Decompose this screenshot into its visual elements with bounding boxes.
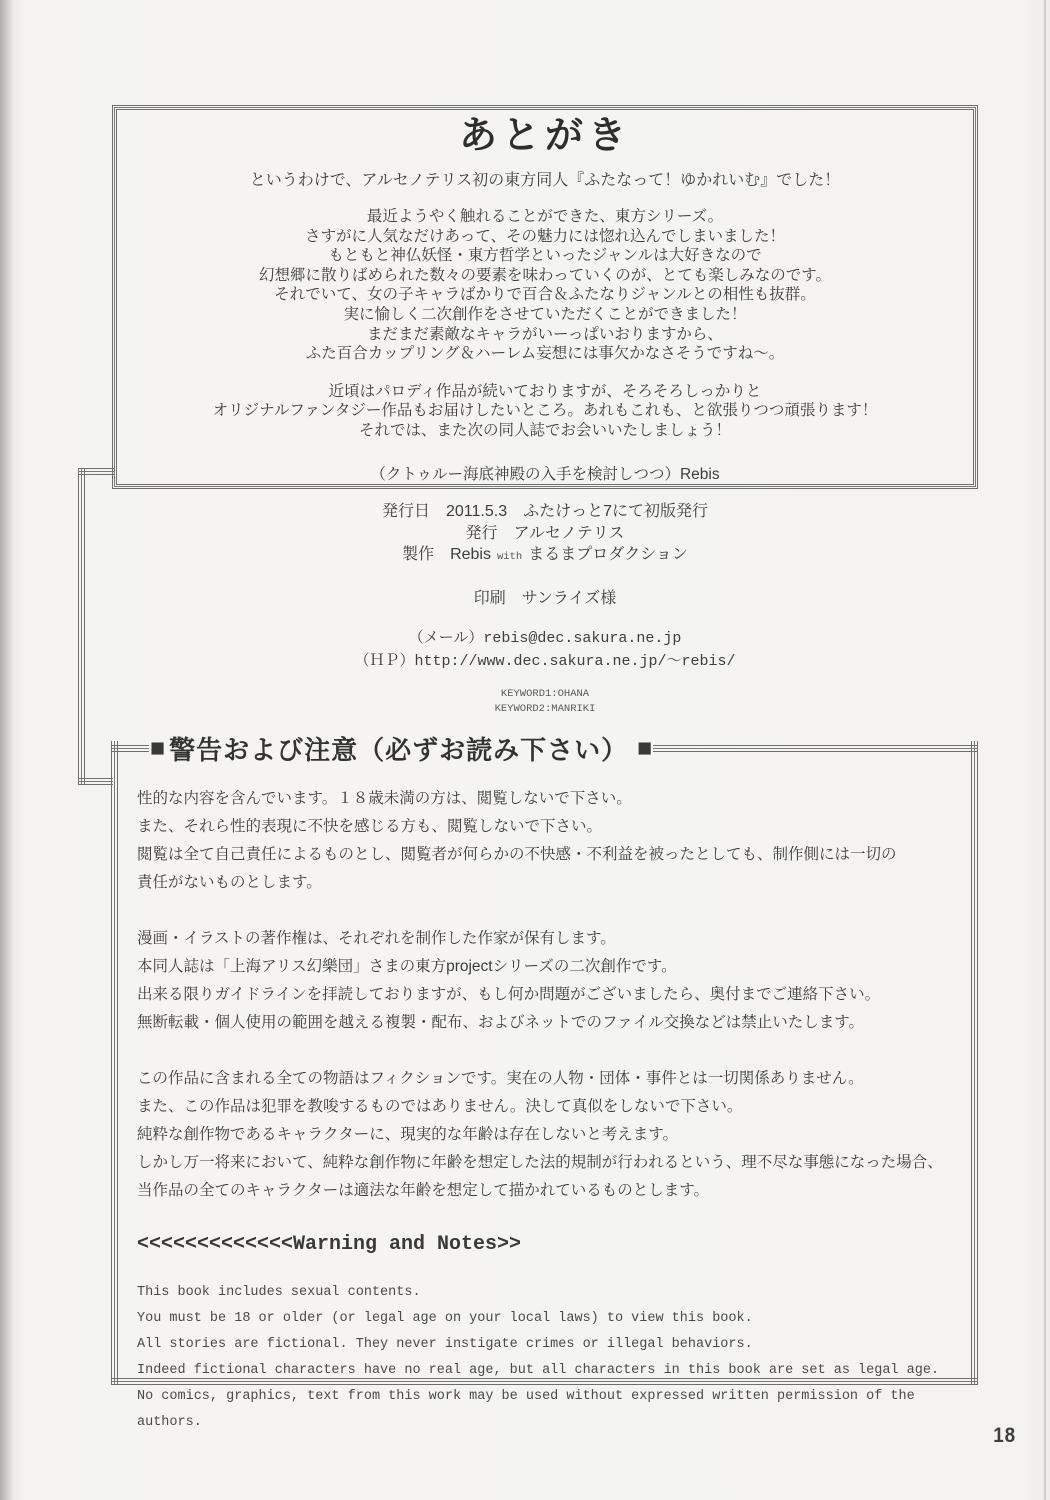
header-line-left [111, 745, 149, 752]
text-line: Indeed fictional characters have no real age, but all characters in this book are set as legal age. [137, 1363, 940, 1378]
keyword-line: KEYWORD1:OHANA [500, 688, 590, 700]
text-line: 閲覧は全て自己責任によるものとし、閲覧者が何らかの不快感・不利益を被ったとしても、制作側には一切の [137, 846, 897, 863]
text-line: それでは、また次の同人誌でお会いいたしましょう！ [358, 421, 731, 439]
afterword-intro: というわけで、アルセノテリス初の東方同人『ふたなって！ゆかれいむ』でした！ [249, 172, 841, 189]
text-line: No comics, graphics, text from this work may be used without expressed written permission of the authors. [137, 1389, 915, 1430]
warning-box-right-border [971, 741, 978, 1385]
text-line: All stories are fictional. They never instigate crimes or illegal behaviors. [137, 1337, 753, 1352]
keyword-line: KEYWORD2:MANRIKI [494, 703, 596, 715]
text-line: 本同人誌は「上海アリス幻樂団」さまの東方projectシリーズの二次創作です。 [137, 958, 677, 975]
text-line: 無断転載・個人使用の範囲を越える複製・配布、およびネットでのファイル交換などは禁止いたします。 [137, 1014, 864, 1031]
warning-box [111, 734, 978, 1430]
keyword-lines [112, 687, 978, 717]
publisher-line: 発行 アルセノテリス [465, 524, 625, 542]
website-line: （ＨＰ）http://www.dec.sakura.ne.jp/～rebis/ [354, 653, 736, 670]
warning-header [111, 731, 978, 765]
text-line: 責任がないものとします。 [137, 874, 322, 891]
black-square-icon: ■ [637, 734, 653, 762]
afterword-signoff: （クトゥルー海底神殿の入手を検討しつつ）Rebis [370, 465, 720, 483]
text-line: 近頃はパロディ作品が続いておりますが、そろそろしっかりと [328, 382, 762, 400]
text-line: さすがに人気なだけあって、その魅力には惚れ込んでしまいました！ [304, 227, 786, 245]
scan-right-edge [1044, 0, 1046, 1500]
text-line: You must be 18 or older (or legal age on your local laws) to view this book. [137, 1311, 753, 1326]
credit-with: with [497, 551, 523, 563]
colophon [112, 501, 978, 717]
credit-post: まるまプロダクション [528, 546, 688, 563]
header-line-right [653, 745, 978, 752]
text-line: ふた百合カップリング＆ハーレム妄想には事欠かなさそうですね～。 [305, 345, 785, 363]
text-line: 純粋な創作物であるキャラクターに、現実的な年齢は存在しないと考えます。 [137, 1126, 678, 1143]
warning-english-title: <<<<<<<<<<<<<Warning and Notes>> [137, 1233, 522, 1256]
afterword-paragraph-1 [113, 207, 977, 364]
text-line: 実に愉しく二次創作をさせていただくことができました！ [343, 305, 747, 323]
credit-line [112, 544, 978, 569]
text-line: また、それら性的表現に不快を感じる方も、閲覧しないで下さい。 [137, 818, 603, 835]
afterword-title: あとがき [458, 115, 631, 157]
email-line: （メール）rebis@dec.sakura.ne.jp [408, 630, 682, 647]
text-line: まだまだ素敵なキャラがいーっぱいおりますから、 [367, 325, 723, 343]
afterword-paragraph-2 [113, 382, 977, 441]
warning-paragraph-1 [137, 785, 954, 897]
text-line: 漫画・イラストの著作権は、それぞれを制作した作家が保有します。 [137, 930, 616, 947]
text-line: 当作品の全てのキャラクターは適法な年齢を想定して描かれているものとします。 [137, 1182, 709, 1199]
text-line: 性的な内容を含んでいます。１８歳未満の方は、閲覧しないで下さい。 [137, 790, 632, 807]
warning-box-left-border [111, 741, 118, 1385]
text-line: 最近ようやく触れることができた、東方シリーズ。 [366, 208, 724, 225]
warning-body [137, 785, 954, 1436]
issue-date-line: 発行日 2011.5.3 ふたけっと7にて初版発行 [382, 503, 708, 520]
text-line: しかし万一将来において、純粋な創作物に年齢を想定した法的規制が行われるという、理不尽な事態になった場合、 [137, 1154, 943, 1171]
frame-connector-vertical [78, 468, 85, 785]
credit-pre: 製作 Rebis [402, 546, 491, 563]
printer-line: 印刷 サンライズ様 [473, 589, 617, 607]
afterword-box [112, 105, 978, 489]
text-line: もともと神仏妖怪・東方哲学といったジャンルは大好きなので [328, 247, 762, 265]
frame-connector-bottom [78, 778, 113, 785]
contact-block [112, 627, 978, 673]
warning-paragraph-2 [137, 925, 954, 1037]
warning-paragraph-3 [137, 1065, 954, 1205]
text-line: また、この作品は犯罪を教唆するものではありません。決して真似をしないで下さい。 [137, 1098, 743, 1115]
text-line: This book includes sexual contents. [137, 1285, 421, 1300]
warning-title: 警告および注意（必ずお読み下さい） [169, 734, 629, 765]
frame-connector-top [78, 468, 114, 475]
text-line: この作品に含まれる全ての物語はフィクションです。実在の人物・団体・事件とは一切関係ありません。 [137, 1070, 864, 1087]
black-square-icon: ■ [150, 734, 166, 762]
text-line: それでいて、女の子キャラばかりで百合＆ふたなりジャンルとの相性も抜群。 [274, 286, 816, 304]
text-line: オリジナルファンタジー作品もお届けしたいところ。あれもこれも、と欲張りつつ頑張ります！ [212, 402, 878, 420]
page-number: 18 [993, 1424, 1017, 1447]
text-line: 出来る限りガイドラインを拝読しておりますが、もし何か問題がございましたら、奥付までご連絡下さい。 [137, 986, 881, 1003]
scan-left-edge [0, 0, 14, 1500]
text-line: 幻想郷に散りばめられた数々の要素を味わっていくのが、とても楽しみなのです。 [258, 266, 832, 284]
warning-english-lines [137, 1280, 954, 1436]
